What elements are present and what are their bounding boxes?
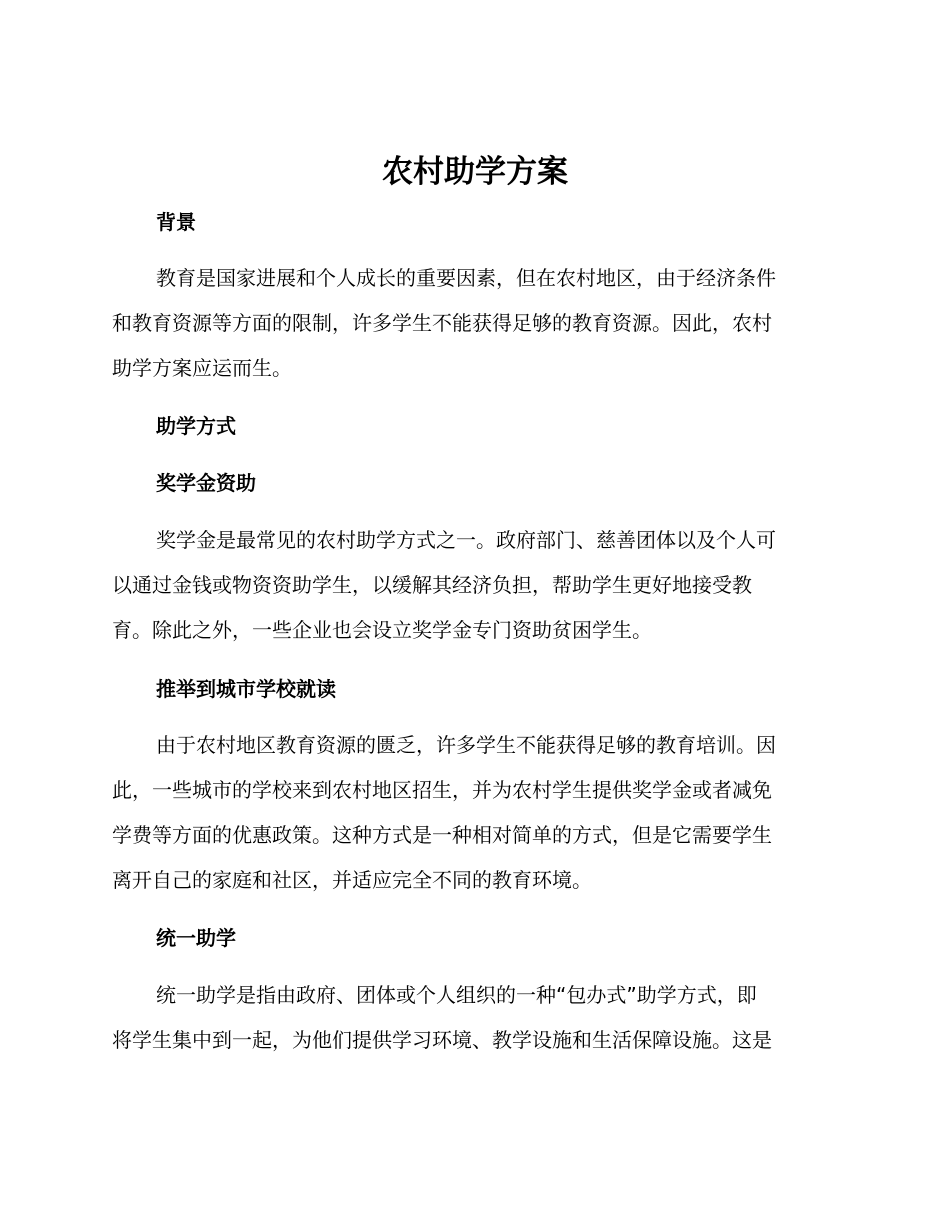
paragraph-background bbox=[112, 256, 832, 391]
section-heading-background: 背景 bbox=[156, 210, 196, 234]
document-title: 农村助学方案 bbox=[382, 154, 568, 190]
paragraph-line: 将学生集中到一起，为他们提供学习环境、教学设施和生活保障设施。这是 bbox=[112, 1028, 772, 1052]
section-heading-unified: 统一助学 bbox=[156, 926, 236, 950]
paragraph-scholarship bbox=[112, 518, 832, 653]
paragraph-unified bbox=[112, 973, 832, 1063]
paragraph-line: 学费等方面的优惠政策。这种方式是一种相对简单的方式，但是它需要学生 bbox=[112, 823, 772, 847]
paragraph-city-school bbox=[112, 723, 832, 903]
section-heading-scholarship: 奖学金资助 bbox=[156, 471, 256, 495]
paragraph-line: 统一助学是指由政府、团体或个人组织的一种“包办式”助学方式，即 bbox=[156, 983, 757, 1007]
section-heading-city-school: 推举到城市学校就读 bbox=[156, 677, 336, 701]
section-heading-methods: 助学方式 bbox=[156, 414, 236, 438]
paragraph-line: 助学方案应运而生。 bbox=[112, 356, 292, 380]
paragraph-line: 离开自己的家庭和社区，并适应完全不同的教育环境。 bbox=[112, 868, 592, 892]
paragraph-line: 育。除此之外，一些企业也会设立奖学金专门资助贫困学生。 bbox=[112, 618, 652, 642]
paragraph-line: 奖学金是最常见的农村助学方式之一。政府部门、慈善团体以及个人可 bbox=[156, 528, 776, 552]
paragraph-line: 由于农村地区教育资源的匮乏，许多学生不能获得足够的教育培训。因 bbox=[156, 733, 776, 757]
paragraph-line: 教育是国家进展和个人成长的重要因素，但在农村地区，由于经济条件 bbox=[156, 266, 776, 290]
paragraph-line: 以通过金钱或物资资助学生，以缓解其经济负担，帮助学生更好地接受教 bbox=[112, 573, 752, 597]
paragraph-line: 此，一些城市的学校来到农村地区招生，并为农村学生提供奖学金或者减免 bbox=[112, 778, 772, 802]
paragraph-line: 和教育资源等方面的限制，许多学生不能获得足够的教育资源。因此，农村 bbox=[112, 311, 772, 335]
